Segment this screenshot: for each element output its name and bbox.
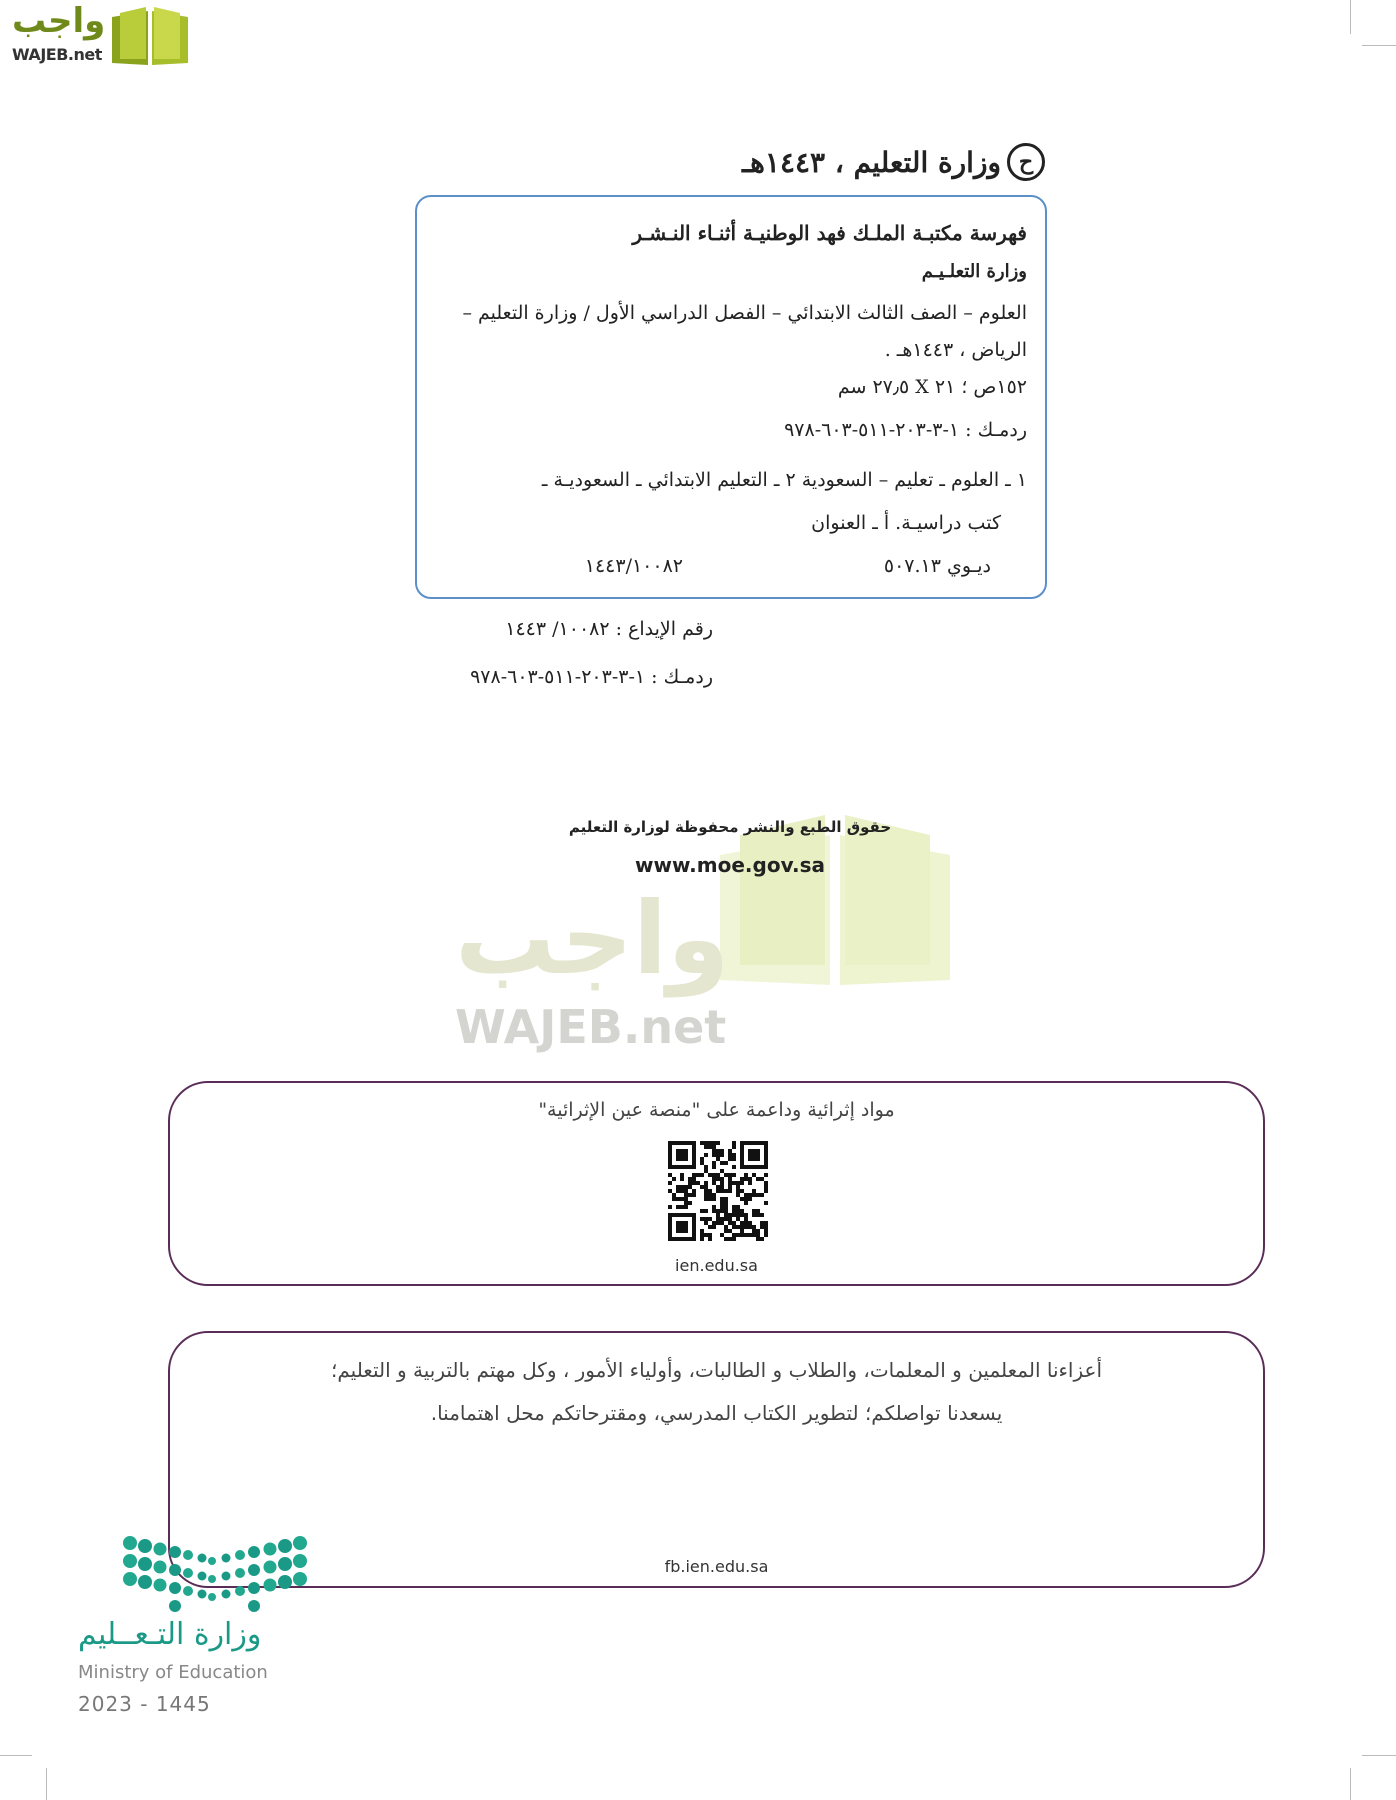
book-icon (110, 7, 190, 67)
feedback-url-link[interactable]: fb.ien.edu.sa (664, 1557, 769, 1576)
copyright-symbol: ح (1007, 143, 1045, 181)
cataloging-box (415, 195, 1047, 599)
feedback-line2: يسعدنا تواصلكم؛ لتطوير الكتاب المدرسي، ومقترحاتكم محل اهتمامنا. (430, 1401, 1003, 1425)
wajeb-watermark (455, 880, 755, 1059)
wajeb-logo-arabic: واجب (12, 1, 106, 41)
catalog-author: وزارة التعلـيـم (921, 261, 1027, 282)
title-text: وزارة التعليم ، ١٤٤٣هـ (741, 145, 1001, 179)
crop-mark (1350, 1768, 1351, 1800)
isbn: ردمـك : ١-٣-٢٠٣-٥١١-٦٠٣-٩٧٨ (470, 666, 713, 688)
ministry-name-arabic: وزارة التـعــليم (78, 1617, 262, 1652)
catalog-deposit-number: ١٤٤٣/١٠٠٨٢ (584, 555, 683, 577)
crop-mark (1350, 0, 1351, 34)
copyright-notice: حقوق الطبع والنشر محفوظة لوزارة التعليم (568, 818, 892, 836)
qr-code[interactable] (668, 1141, 768, 1241)
moe-website-link[interactable]: www.moe.gov.sa (635, 853, 825, 877)
edition-year: 2023 - 1445 (78, 1692, 211, 1716)
catalog-subjects2: كتب دراسيـة. أ ـ العنوان (811, 512, 1001, 534)
feedback-line1: أعزاءنا المعلمين و المعلمات، والطلاب و الطالبات، وأولياء الأمور ، وكل مهتم بالتربية و التعليم؛ (330, 1358, 1102, 1382)
catalog-subjects1: ١ ـ العلوم ـ تعليم – السعودية ٢ ـ التعليم الابتدائي ـ السعوديـة ـ (541, 469, 1027, 491)
deposit-number: رقم الإيداع : ١٠٠٨٢/ ١٤٤٣ (505, 618, 713, 640)
copyright-title (742, 143, 1045, 181)
catalog-isbn: ردمـك : ١-٣-٢٠٣-٥١١-٦٠٣-٩٧٨ (784, 419, 1027, 441)
ministry-of-education-logo (60, 1535, 380, 1715)
watermark-arabic: واجب (455, 880, 730, 997)
watermark-latin: WAJEB.net (455, 1000, 727, 1054)
crop-mark (1362, 1755, 1396, 1756)
ministry-dots-icon (60, 1535, 380, 1615)
catalog-line2: الرياض ، ١٤٤٣هـ . (884, 339, 1027, 361)
catalog-dewey: ديـوي ٥٠٧.١٣ (883, 555, 991, 577)
catalog-line1: العلوم – الصف الثالث الابتدائي – الفصل الدراسي الأول / وزارة التعليم – (462, 302, 1027, 324)
ministry-name-english: Ministry of Education (78, 1662, 268, 1683)
wajeb-logo[interactable] (10, 1, 190, 67)
catalog-line3: ١٥٢ص ؛ ٢١ X ٢٧٫٥ سم (837, 376, 1027, 398)
ien-panel-text: مواد إثرائية وداعمة على "منصة عين الإثرائية" (538, 1099, 895, 1121)
catalog-heading: فهرسة مكتبـة الملـك فهد الوطنيـة أثنـاء النـشـر (632, 221, 1027, 245)
ien-url-link[interactable]: ien.edu.sa (675, 1256, 758, 1275)
ien-platform-panel (168, 1081, 1265, 1286)
crop-mark (1362, 45, 1396, 46)
crop-mark (46, 1768, 47, 1800)
wajeb-logo-latin: WAJEB.net (12, 45, 102, 64)
crop-mark (0, 1755, 32, 1756)
